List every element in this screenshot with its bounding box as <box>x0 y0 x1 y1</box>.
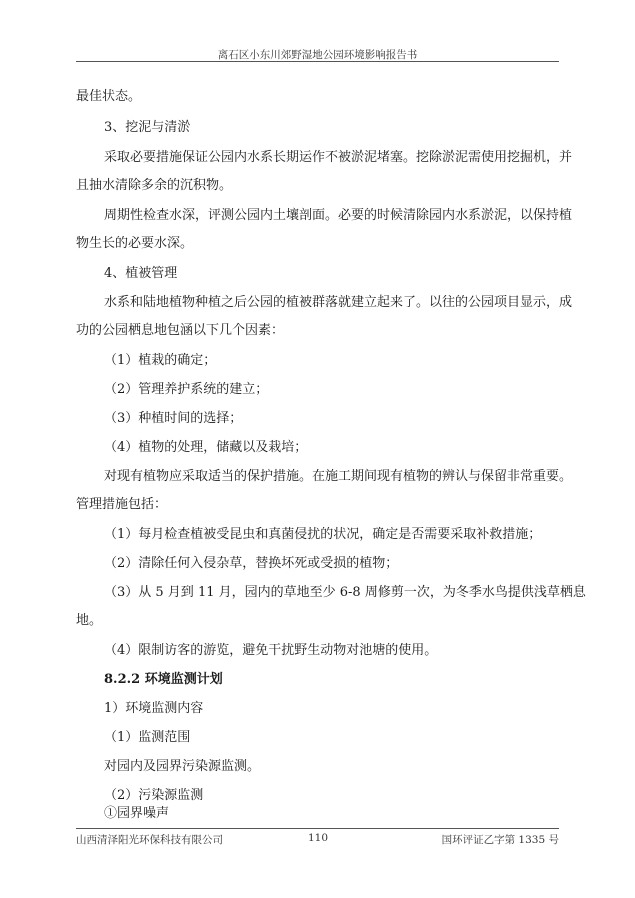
text-line: 管理措施包括： <box>76 497 168 512</box>
page-number: 110 <box>308 832 329 844</box>
text-line: 功的公园栖息地包涵以下几个因素： <box>76 323 285 338</box>
list-item: （2）管理养护系统的建立； <box>104 382 269 397</box>
subsection-heading: 8.2.2 环境监测计划 <box>104 672 223 687</box>
list-item: （2）清除任何入侵杂草，替换坏死或受损的植物； <box>104 556 399 571</box>
list-item: （4）限制访客的游览，避免干扰野生动物对池塘的使用。 <box>104 643 438 658</box>
section-heading: 4、植被管理 <box>104 266 178 281</box>
list-item: （2）污染源监测 <box>104 788 204 803</box>
text-line: 对现有植物应采取适当的保护措施。在施工期间现有植物的辨认与保留非常重要。 <box>104 469 573 484</box>
text-line: 水系和陆地植物种植之后公园的植被群落就建立起来了。以往的公园项目显示，成 <box>104 295 573 310</box>
list-item: （3）从 5 月到 11 月，园内的草地至少 6-8 周修剪一次，为冬季水鸟提供浅草栖息 <box>104 585 586 600</box>
list-item: （1）每月检查植被受昆虫和真菌侵扰的状况，确定是否需要采取补救措施； <box>104 527 542 542</box>
list-item: （1）植栽的确定； <box>104 353 217 368</box>
text-line: 1）环境监测内容 <box>104 701 204 716</box>
text-line: 地。 <box>76 613 103 628</box>
text-line: 物生长的必要水深。 <box>76 236 194 251</box>
list-item: （3）种植时间的选择； <box>104 411 243 426</box>
text-line: 对园内及园界污染源监测。 <box>104 759 261 774</box>
page-header-title: 离石区小东川郊野湿地公园环境影响报告书 <box>217 49 418 61</box>
text-line: 周期性检查水深，评测公园内土壤剖面。必要的时候清除园内水系淤泥，以保持植 <box>104 208 573 223</box>
text-line: 最佳状态。 <box>76 89 142 104</box>
footer-certificate: 国环评证乙字第 1335 号 <box>441 834 559 846</box>
list-item: ①园界噪声 <box>104 806 170 821</box>
footer-company: 山西清泽阳光环保科技有限公司 <box>76 834 223 846</box>
list-item: （1）监测范围 <box>104 730 191 745</box>
list-item: （4）植物的处理，储藏以及栽培； <box>104 440 308 455</box>
header-divider <box>76 61 559 62</box>
footer-divider <box>76 828 559 829</box>
section-heading: 3、挖泥与清淤 <box>104 120 191 135</box>
text-line: 采取必要措施保证公园内水系长期运作不被淤泥堵塞。挖除淤泥需使用挖掘机，并 <box>104 150 573 165</box>
text-line: 且抽水清除多余的沉积物。 <box>76 178 233 193</box>
